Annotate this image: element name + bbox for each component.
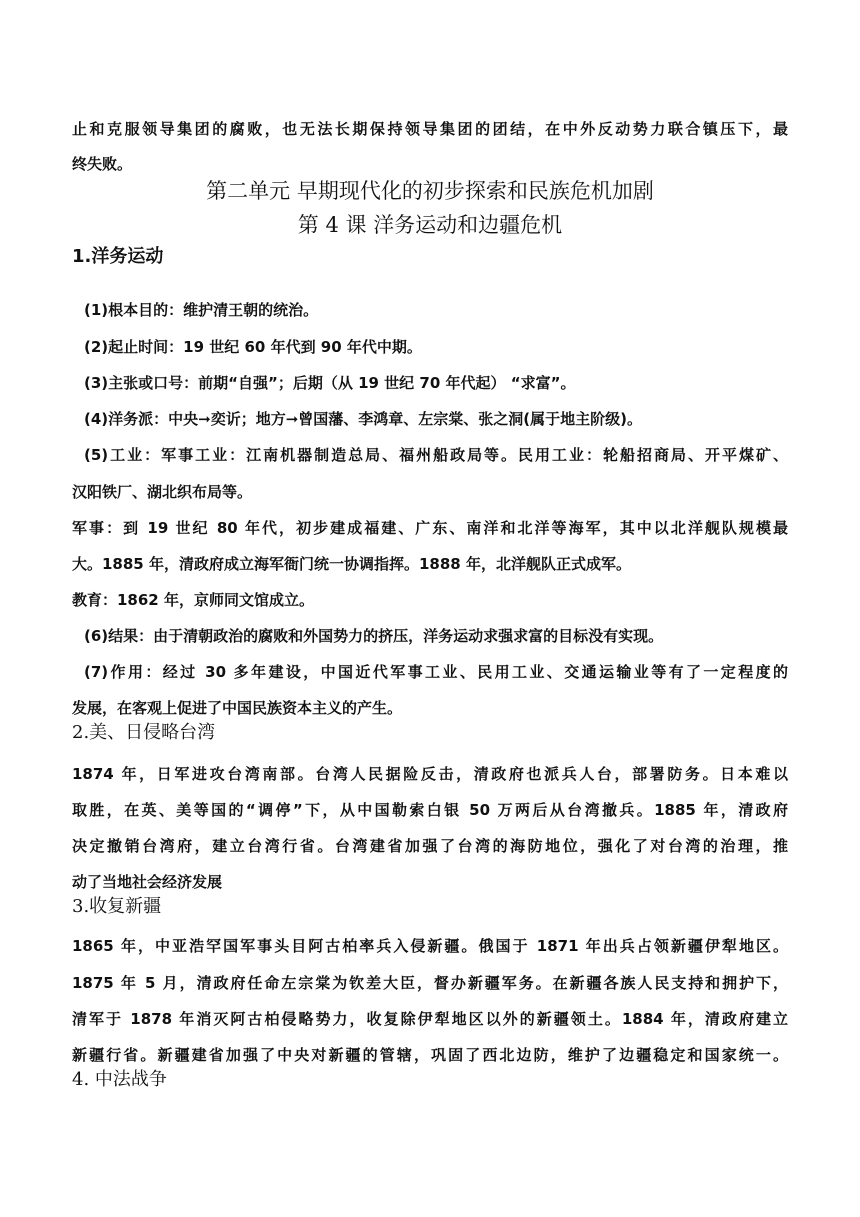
section-4-heading: 4. 中法战争 [72, 1069, 167, 1090]
s1-item-7-line-1: (7)作用：经过 30 多年建设，中国近代军事工业、民用工业、交通运输业等有了一定程度的 [84, 663, 788, 681]
s2-line-3: 决定撤销台湾府，建立台湾行省。台湾建省加强了台湾的海防地位，强化了对台湾的治理，推 [72, 837, 788, 855]
s1-item-3: (3)主张或口号：前期“自强”；后期（从 19 世纪 70 年代起） “求富”。 [84, 374, 576, 392]
s2-line-4: 动了当地社会经济发展 [72, 873, 223, 891]
s3-line-1: 1865 年，中亚浩罕国军事头目阿古柏率兵入侵新疆。俄国于 1871 年出兵占领新疆伊犁地区。 [72, 937, 788, 955]
s2-line-1: 1874 年，日军进攻台湾南部。台湾人民据险反击，清政府也派兵人台，部署防务。日本难以 [72, 765, 788, 783]
s1-military-line-1: 军事：到 19 世纪 80 年代，初步建成福建、广东、南洋和北洋等海军，其中以北洋舰队规模最 [72, 519, 788, 537]
s1-item-6: (6)结果：由于清朝政治的腐败和外国势力的挤压，洋务运动求强求富的目标没有实现。 [84, 627, 664, 645]
s1-military-line-2: 大。1885 年，清政府成立海军衙门统一协调指挥。1888 年，北洋舰队正式成军。 [72, 555, 631, 573]
section-2-heading: 2.美、日侵略台湾 [72, 722, 216, 743]
s1-item-7-line-2: 发展，在客观上促进了中国民族资本主义的产生。 [72, 699, 403, 717]
s1-item-5-line-1: (5)工业：军事工业：江南机器制造总局、福州船政局等。民用工业：轮船招商局、开平煤矿、 [84, 446, 788, 464]
s1-item-1: (1)根本目的：维护清王朝的统治。 [84, 301, 319, 319]
s1-item-5-line-2: 汉阳铁厂、湖北织布局等。 [72, 483, 253, 501]
lesson-title: 第 4 课 洋务运动和边疆危机 [297, 213, 563, 237]
intro-line-1: 止和克服领导集团的腐败，也无法长期保持领导集团的团结，在中外反动势力联合镇压下，最 [72, 120, 788, 138]
s3-line-2: 1875 年 5 月，清政府任命左宗棠为钦差大臣，督办新疆军务。在新疆各族人民支持和拥护下， [72, 974, 788, 992]
s3-line-3: 清军于 1878 年消灭阿古柏侵略势力，收复除伊犁地区以外的新疆领土。1884 年，清政府建立 [72, 1010, 788, 1028]
s2-line-2: 取胜，在英、美等国的“调停”下，从中国勒索白银 50 万两后从台湾撤兵。1885 年，清政府 [72, 801, 788, 819]
intro-line-2: 终失败。 [72, 155, 133, 173]
unit-title: 第二单元 早期现代化的初步探索和民族危机加剧 [206, 179, 654, 203]
section-1-heading: 1.洋务运动 [72, 246, 164, 267]
s1-item-2: (2)起止时间：19 世纪 60 年代到 90 年代中期。 [84, 338, 422, 356]
section-3-heading: 3.收复新疆 [72, 896, 162, 917]
s1-education: 教育：1862 年，京师同文馆成立。 [72, 591, 314, 609]
s1-item-4: (4)洋务派：中央➞奕䜣；地方➞曾国藩、李鸿章、左宗棠、张之洞(属于地主阶级)。 [84, 410, 642, 428]
s3-line-4: 新疆行省。新疆建省加强了中央对新疆的管辖，巩固了西北边防，维护了边疆稳定和国家统一。 [72, 1046, 788, 1064]
